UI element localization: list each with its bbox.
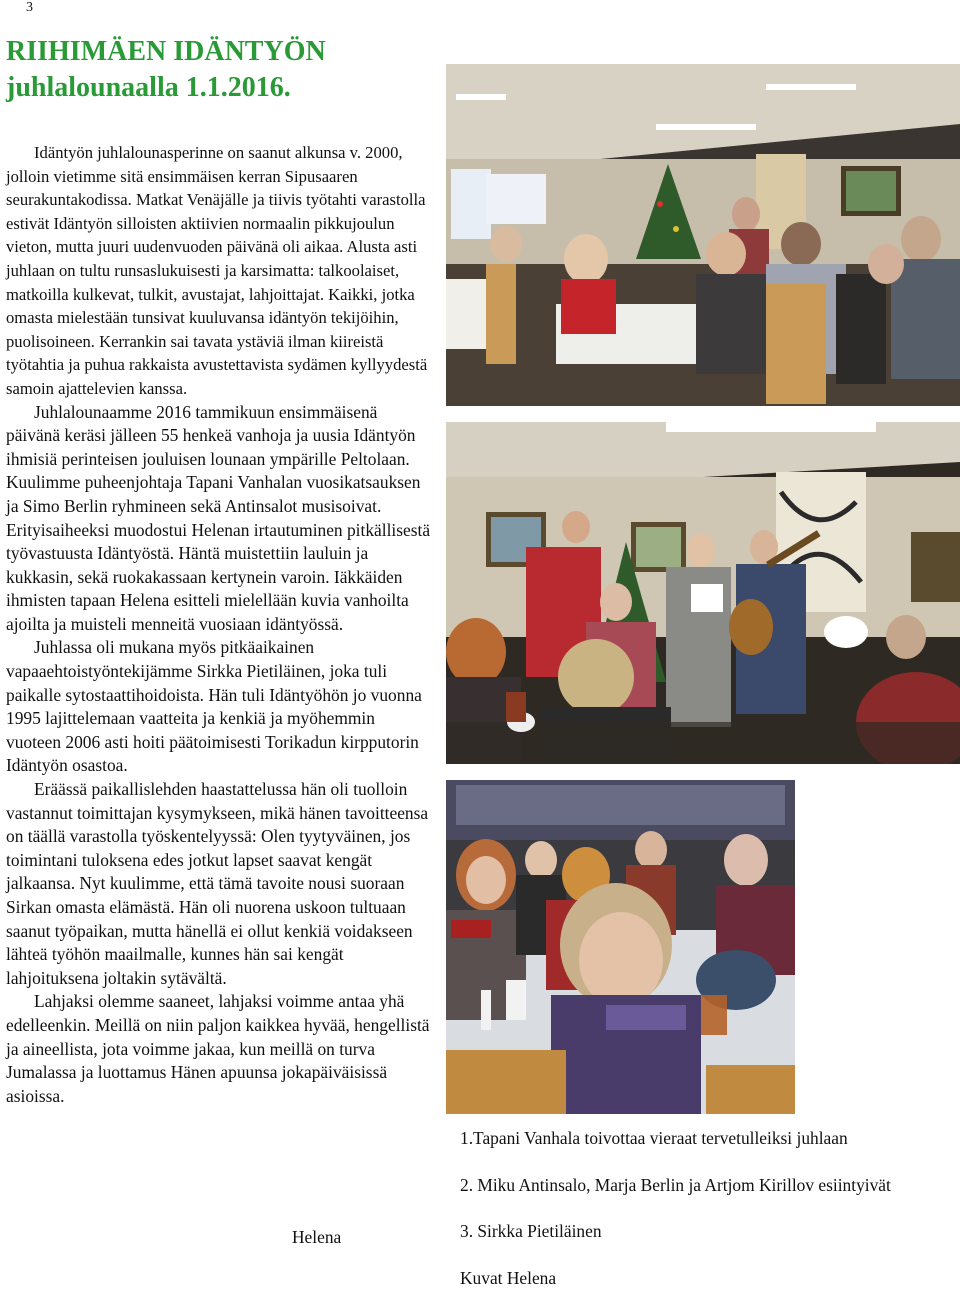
article-signature: Helena (292, 1227, 342, 1247)
article-paragraph: Juhlassa oli mukana myös pitkäaikainen vapaaehtoistyöntekijämme Sirkka Pietiläinen, joka tuli paikalle sytostaattihoidoista. Hän tuli Idäntyöhön jo vuonna 1995 lajittelemaan vaatteita ja kenkiä ja myöhemmin vuoteen 2006 asti hoiti päätoimisesti Torikadun kirpputorin Idäntyön osastoa. (6, 637, 422, 776)
article-paragraph: Eräässä paikallislehden haastattelussa hän oli tuolloin vastannut toimittajan kysymykseen, mikä hänen tavoitteensa on täällä varastolla työskentelyyssä: Olen tyytyväinen, jos toimintani tuloksena edes jotkut lapset saavat kengät jalkaansa. Nyt kuulimme, että tämä tavoite nousi suoraan Sirkan omasta elämästä. Hän oli nuorena uskoon tultuaan saanut työpaikan, mutta hänellä ei ollut kenkiä voidakseen lähteä työhön maailmalle, kunnes hän sai kengät lahjoituksena joltakin sytävältä. (6, 779, 429, 988)
photo-welcome-speech (446, 64, 960, 406)
caption-1: 1.Tapani Vanhala toivottaa vieraat tervetulleiksi juhlaan (460, 1128, 848, 1148)
caption-3: 3. Sirkka Pietiläinen (460, 1221, 602, 1242)
photo-credit: Kuvat Helena (460, 1267, 557, 1288)
caption-2: 2. Miku Antinsalo, Marja Berlin ja Artjom Kirillov esiintyivät (460, 1174, 891, 1195)
article-paragraph: Idäntyön juhlalounasperinne on saanut alkunsa v. 2000, jolloin vietimme sitä ensimmäisen kerran Sipusaaren seurakuntakodissa. Matkat Venäjälle ja tiivis työtahti varastolla estivät Idäntyön silloisten aktiivien normaalin pikkujoulun vieton, mutta juuri uudenvuoden päivänä oli aikaa. Alusta asti juhlaan on tultu runsaslukuisesti ja karsimatta: talkoolaiset, matkoilla kulkevat, tulkit, avustajat, lahjoittajat. Kaikki, jotka omasta mielestään tunsivat kuuluvansa idäntyön tekijöihin, puolisoineen. Kerrankin sai tavata ystäviä ilman kiireistä työtahtia ja puhua rakkaista avustettavista sydämen kyllyydestä samoin ajattelevien kanssa. (6, 143, 428, 398)
article-paragraph: Juhlalounaamme 2016 tammikuun ensimmäisenä päivänä keräsi jälleen 55 henkeä vanhoja ja uusia Idäntyön ihmisiä perinteisen jouluisen lounaan ympärille Peltolaan. Kuulimme puheenjohtaja Tapani Vanhalan vuosikatsauksen ja Simo Berlin ryhmineen sekä Antinsalot musisoivat. Erityisaiheeksi muodostui Helenan irtautuminen pitkällisestä työvastuusta Idäntyöstä. Häntä muistettiin lauluin ja kukkasin, sekä ruokakassaan kertynein varoin. Iäkkäiden ihmisten tapaan Helena esitteli mielellään kuvia vanhoilta ajoilta ja muisteli menneitä vuosiaan idäntyössä. (6, 401, 431, 634)
title-line-2: juhlalounaalla 1.1.2016. (6, 72, 291, 103)
article-body (6, 141, 432, 1108)
title-line-1: RIIHIMÄEN IDÄNTYÖN (6, 36, 326, 67)
photo-sirkka-pietilainen (446, 780, 795, 1114)
article-title (6, 34, 326, 106)
article-paragraph: Lahjaksi olemme saaneet, lahjaksi voimme antaa yhä edelleenkin. Meillä on niin paljon kaikkea hyvää, hengellistä ja aineellista, jota voimme jakaa, kun meillä on turva Jumalassa ja luottamus Hänen apuunsa jokapäiväisissä asioissa. (6, 991, 430, 1106)
photo-performers (446, 422, 960, 764)
page-number: 3 (26, 0, 33, 15)
photo-captions (460, 1127, 940, 1313)
